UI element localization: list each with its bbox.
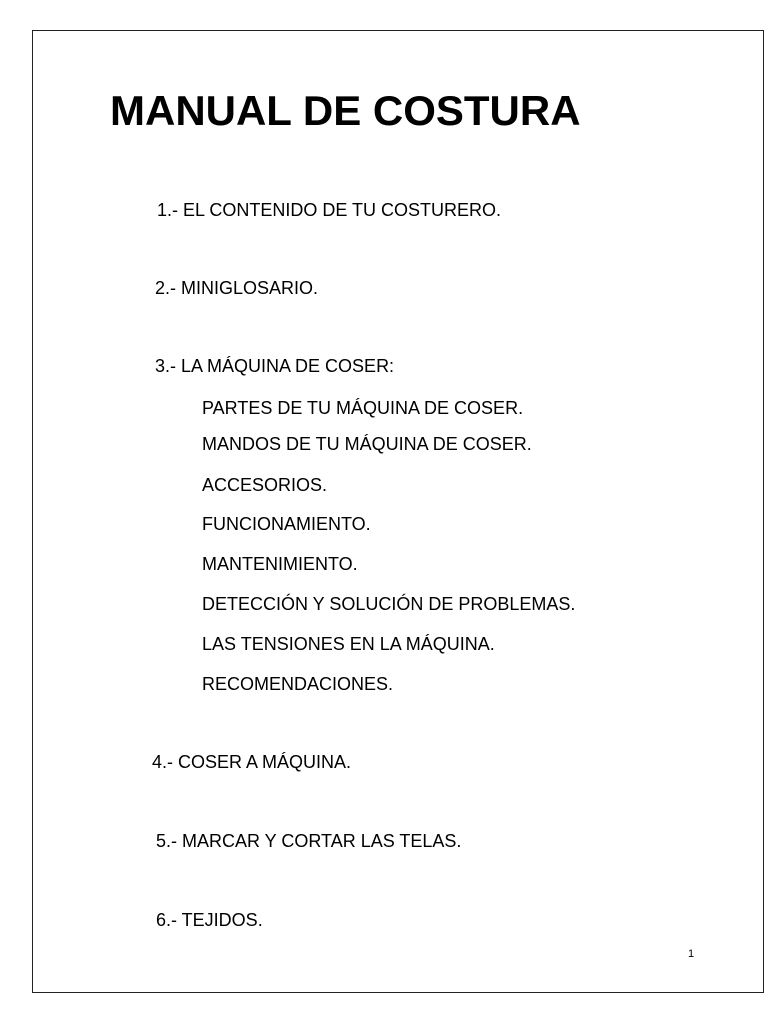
toc-section-3: 3.- LA MÁQUINA DE COSER: (155, 356, 395, 376)
toc-subitem-parts: PARTES DE TU MÁQUINA DE COSER. (202, 398, 524, 418)
toc-section-5: 5.- MARCAR Y CORTAR LAS TELAS. (156, 831, 462, 851)
document-title: MANUAL DE COSTURA (110, 87, 581, 134)
toc-section-6: 6.- TEJIDOS. (156, 910, 263, 930)
toc-subitem-recommendations: RECOMENDACIONES. (202, 674, 394, 694)
toc-subitem-controls: MANDOS DE TU MÁQUINA DE COSER. (202, 434, 532, 454)
toc-subitem-troubleshooting: DETECCIÓN Y SOLUCIÓN DE PROBLEMAS. (202, 594, 576, 614)
page-number: 1 (688, 948, 695, 960)
toc-section-1: 1.- EL CONTENIDO DE TU COSTURERO. (157, 200, 502, 220)
toc-section-2: 2.- MINIGLOSARIO. (155, 278, 319, 298)
toc-subitem-operation: FUNCIONAMIENTO. (202, 514, 371, 534)
toc-subitem-maintenance: MANTENIMIENTO. (202, 554, 358, 574)
toc-section-4: 4.- COSER A MÁQUINA. (152, 752, 352, 772)
toc-subitem-accessories: ACCESORIOS. (202, 475, 328, 495)
toc-subitem-tensions: LAS TENSIONES EN LA MÁQUINA. (202, 634, 495, 654)
